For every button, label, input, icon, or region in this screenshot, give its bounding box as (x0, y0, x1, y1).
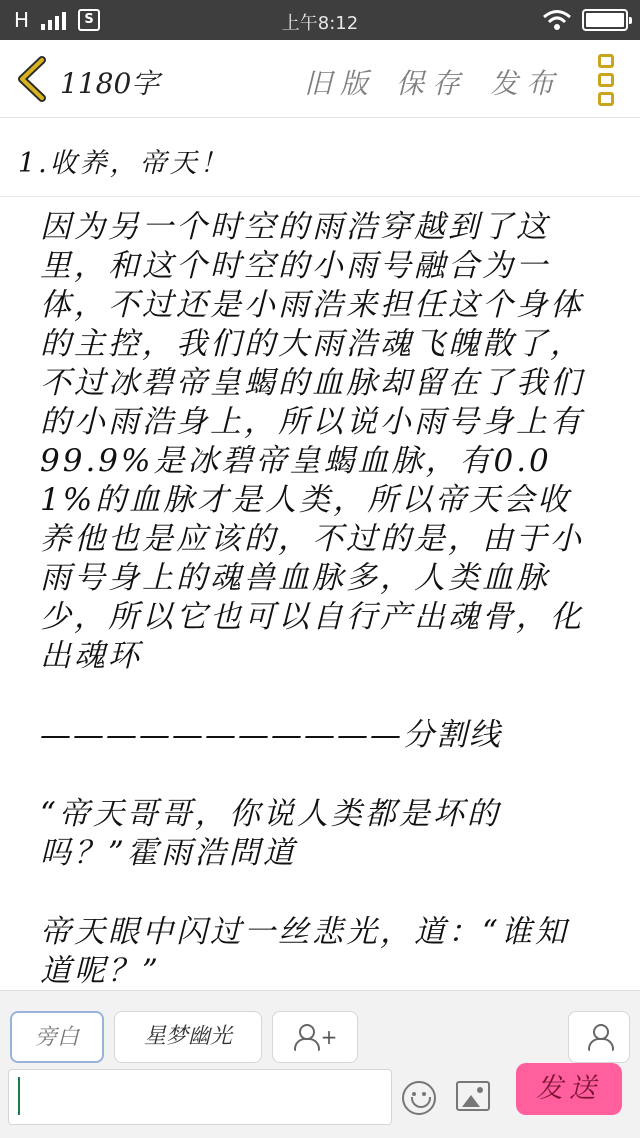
publish-button[interactable]: 发布 (490, 67, 563, 100)
add-character-button[interactable] (272, 1011, 358, 1063)
editor-toolbar (0, 40, 640, 118)
battery-icon (582, 9, 628, 31)
character-chip[interactable]: 星梦幽光 (114, 1011, 262, 1063)
battery-fill (586, 13, 624, 27)
person-icon (293, 1024, 317, 1050)
chevron-left-icon (14, 56, 54, 102)
text-caret (18, 1077, 20, 1115)
emoji-icon[interactable] (402, 1081, 436, 1115)
chapter-title[interactable]: 1.收养，帝天！ (18, 148, 230, 179)
compose-bar (0, 990, 640, 1138)
save-button[interactable]: 保存 (396, 67, 469, 100)
status-bar (0, 0, 640, 40)
paragraph: 因为另一个时空的雨浩穿越到了这里，和这个时空的小雨号融合为一体，不过还是小雨浩来担任这个身体的主控，我们的大雨浩魂飞魄散了，不过冰碧帝皇蝎的血脉却留在了我们的小雨浩身上，所以说小雨号身上有99.9%是冰碧帝皇蝎血脉，有0.01%的血脉才是人类，所以帝天会收养他也是应该的，不过的是，由于小雨号身上的魂兽血脉多，人类血脉少，所以它也可以自行产出魂骨，化出魂环 (40, 209, 584, 674)
narration-chip[interactable]: 旁白 (10, 1011, 104, 1063)
sim-icon: S (78, 9, 100, 31)
back-button[interactable] (14, 56, 54, 102)
divider-paragraph: ———————————分割线 (40, 717, 502, 753)
status-time: 上午8:12 (281, 13, 359, 34)
message-input[interactable] (8, 1069, 392, 1125)
status-right (542, 9, 628, 31)
wifi-icon (542, 9, 572, 31)
plus-icon: + (320, 1025, 338, 1049)
more-menu-icon[interactable] (598, 54, 618, 106)
story-content[interactable] (40, 208, 600, 991)
send-button[interactable]: 发送 (516, 1063, 622, 1115)
word-count: 1180字 (60, 67, 160, 100)
chapter-title-row[interactable] (0, 119, 640, 197)
person-icon (587, 1024, 611, 1050)
paragraph: “帝天哥哥，你说人类都是坏的吗？”霍雨浩問道 (40, 796, 501, 871)
network-type: H (14, 8, 30, 32)
old-version-button[interactable]: 旧版 (304, 67, 377, 100)
image-icon[interactable] (456, 1081, 490, 1111)
character-manage-button[interactable] (568, 1011, 630, 1063)
paragraph: 帝天眼中闪过一丝悲光，道：“谁知道呢？” (40, 914, 569, 989)
